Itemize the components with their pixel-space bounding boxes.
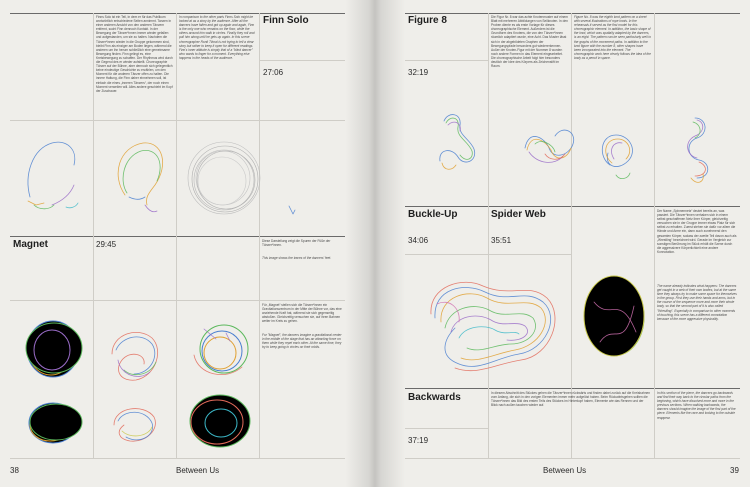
- col-rule: [488, 13, 489, 458]
- title-rule: [405, 60, 488, 61]
- timestamp-finn-solo: 27:06: [263, 68, 284, 77]
- row-rule: [10, 300, 345, 301]
- footer-title-right: Between Us: [543, 466, 587, 475]
- footer-title-left: Between Us: [176, 466, 220, 475]
- trace-drawing-magnet-2: [102, 320, 168, 390]
- spider-web-text-en: The name already indicates what happens: The dancers get caught in a web of their own bodies, but at the same time they always try to make some space for themselves in the group. First they use their hands and arms, but in the course of the sequence more and more their whole body, so that the second part of it is also called "Wrestling". Especially in comparison to other moments of touching, this scene has a different connotation because of the more aggressive physicality.: [657, 284, 737, 321]
- trace-drawing-figure-8-2: [515, 108, 585, 183]
- trace-mark-finn: [285, 200, 305, 220]
- col-rule: [176, 13, 177, 458]
- top-rule: [10, 13, 345, 14]
- row-rule: [405, 388, 740, 389]
- timestamp-spider-web: 35:51: [491, 236, 512, 245]
- col-rule: [654, 13, 655, 458]
- section-title-backwards: Backwards: [408, 392, 461, 403]
- section-title-magnet: Magnet: [13, 239, 48, 250]
- title-rule: [259, 60, 345, 61]
- magnet-caption-en: This image shows the traces of the dancers' feet.: [262, 256, 332, 260]
- bottom-rule: [405, 458, 740, 459]
- trace-drawing-spider-web: [580, 262, 650, 374]
- row-rule: [10, 236, 345, 237]
- section-title-spider-web: Spider Web: [491, 209, 546, 220]
- trace-drawing-buckle-up: [415, 268, 565, 380]
- trace-drawing-finn-1: [22, 135, 82, 225]
- trace-drawing-magnet-6: [184, 392, 254, 452]
- trace-drawing-magnet-3: [186, 315, 252, 385]
- trace-drawing-magnet-4: [20, 395, 86, 450]
- col-rule: [93, 13, 94, 458]
- timestamp-buckle-up: 34:06: [408, 236, 429, 245]
- section-title-figure-8: Figure 8: [408, 15, 447, 26]
- page-number-right: 39: [730, 466, 739, 475]
- figure-8-text-en: Figure No. 8 was the eighth knot pattern on a sheet with several illustrations of rope knots. In the rehearsals it served as the first model for this choreographic element. In addition, the basic shape of the knot, which was spatially adapted by the dancers, is an eight. The pattern can be seen particularly well in the graphs of the movement paths. In addition to the knot figure with the number 8, other shapes have been incorporated into the element. The choreographic work here clearly follows the idea of the body as a pencil in space.: [574, 15, 651, 60]
- trace-drawing-finn-2: [105, 135, 170, 225]
- title-rule: [405, 428, 488, 429]
- col-rule: [259, 13, 260, 458]
- right-page: [375, 0, 750, 487]
- page-number-left: 38: [10, 466, 19, 475]
- finn-solo-text-de: Finns Solo ist ein Teil, in dem er für das Publikum wortwörtlich entschiedene Seiten annimmt. Tanzen in einer anderen Ansicht von den anderen Tänzern entfernt, sucht Finn dennoch Kontakt. In der Bewegung der Tänzer*innen immer wieder gefallen und aufgestanden, um sie zu halten. Nachdem die Tänzer*innen wieder in die Gruppe gekommen sind, bleibt Finn als einziger am Boden liegen, während die anderen um ihn herum schließlich eine gemeinsame Bewegung finden. Finn gelingt es, eine Kreisbewegung zu schaffen. Der Rhythmus wird durch die Gegend des er wieder aufstellt. Choreographie Tänzer auf der Bühne, aber dennoch sich gelegentlich keine eindeutige Geschichte zu erzählen, um den Moment für die anderen Tänzer offen zu halten. Die innere Haltung, die Finn daher einnehmen soll, ist einfach die eines „inneren Tänzers“, der noch einen Moment verweilen will. Alles andere geschieht im Kopf der Zuschauer.: [96, 15, 173, 93]
- section-title-finn-solo: Finn Solo: [263, 15, 309, 26]
- bottom-rule: [10, 458, 345, 459]
- row-rule: [10, 120, 345, 121]
- trace-drawing-finn-3: [188, 128, 258, 228]
- trace-drawing-magnet-1: [20, 315, 86, 385]
- timestamp-magnet: 29:45: [96, 240, 117, 249]
- spider-web-text-de: Der Name „Spinnennetz“ deutet bereits an, was passiert. Die Tänzer*innen verhaken sich in einem selbst geschaffenen Netz ihrer Körper, gleichzeitig versuchen sie in der Gruppe immer etwas Platz für sich selbst zu erhalten. Zuerst stehen sie dafür vor allem die Hände und Arme ein, dann auch zunehmend den gesamten Körper, sodass der zweite Teil davon auch als „Wrestling“ bezeichnet wird. Gerade im Vergleich zur sonstigen Berührung im Stück erhält die Szene durch die aggressivere Körperlichkeit eine andere Konnotation.: [657, 209, 737, 254]
- trace-drawing-magnet-5: [102, 395, 168, 450]
- magnet-caption-de: Diese Darstellung zeigt die Spuren der Füße der Tänzer*innen.: [262, 239, 331, 248]
- trace-drawing-figure-8-4: [665, 108, 725, 188]
- trace-drawing-figure-8-1: [430, 105, 490, 185]
- section-title-buckle-up: Buckle-Up: [408, 209, 458, 220]
- top-rule: [405, 13, 740, 14]
- finn-solo-text-en: In comparison to the other parts Finns Solo might be looked at as a story by the audience. After all the dancers have fallen and got up again and again, Finn is the only one who remains on the floor, while the others around him walk in circles. Finally they roll and pull him along until he gets up again. In this scene choreographer Ronit Tiloral is not trying to tell a clear story but rather to keep it open for different readings. Finn's inner attitude is simply that of a "blind dancer" who wants to linger for a moment. Everything else happens in the heads of the audience.: [179, 15, 255, 60]
- figure-8-text-de: Die Figur Nr. 8 war das achte Knotenmuster auf einem Blatt mit mehreren Abbildungen von Seilknoten. In den Proben diente es als erste Vorlage für dieses choreographische Element. Außerdem ist die Grundform des Knotens, die von den Tänzer*innen räumlich adaptiert wurde, eine Acht. Das Muster lässt sich in der abgebildeten Graphen der Bewegungspfade besonders gut wiedererkennen. Außer der Knoten-Figur mit der Nummer 8 wurden noch andere Formen in das Element eingearbeitet. Die choreographische Arbeit folgt hier besonders deutlich der Idee des Körpers als Zeichenstift im Raum.: [491, 15, 568, 69]
- timestamp-figure-8: 32:19: [408, 68, 429, 77]
- magnet-text-en: For "Magnet", the dancers imagine a gravitational center in the middle of the stage that has an attracting force on them while they repel each other. At the same time, they try to keep going in circles on their orbits.: [262, 333, 342, 350]
- magnet-text-de: Für „Magnet“ stellen sich die Tänzer*innen ein Gravitationszentrum in der Mitte der Bühne vor, das eine anziehende Kraft hat, während sie sich gegenseitig abstoßen. Gleichzeitig versuchen sie, auf ihren Bahnen weiter im Kreis zu gehen.: [262, 303, 342, 324]
- backwards-text-en: In this section of the piece, the dancers go backwards and find their way back to the circular paths from the beginning, which have dissolved more and more in the previous sections. When walking backwards, the dancers should imagine the image of the first part of the piece. Elements like the race and looking to the outside reappear.: [657, 391, 736, 420]
- timestamp-backwards: 37:19: [408, 436, 429, 445]
- backwards-text-de: In diesem Abschnitt des Stückes gehen die Tänzer*innen rückwärts und finden dabei zurück auf die Kreisbahnen vom Anfang, die sich in den vorigen Elementen immer mehr aufgelöst haben. Beim Rückwärtsgehen sollten die Tänzer*innen das Bild des ersten Teils des Stückes im Hinterkopf haben, Elemente wie das Rennen und der Blick nach außen tauchen wieder auf.: [491, 391, 651, 408]
- row-rule: [405, 206, 740, 207]
- trace-drawing-figure-8-3: [590, 105, 650, 185]
